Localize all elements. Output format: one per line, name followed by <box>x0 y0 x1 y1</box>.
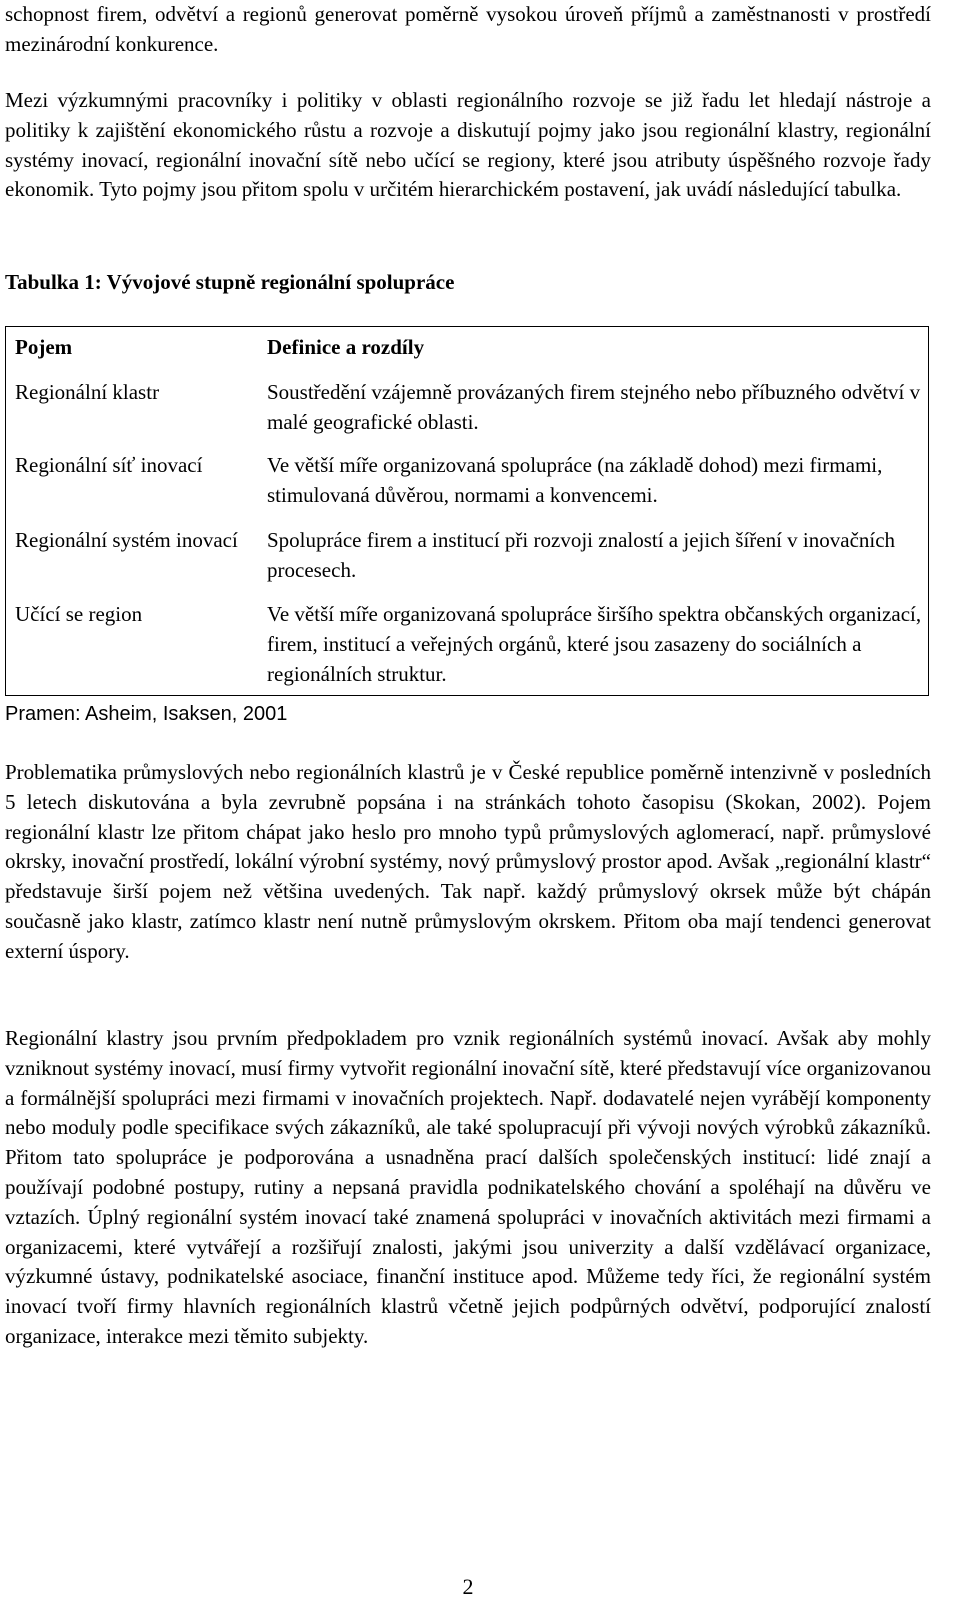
table-source-note: Pramen: Asheim, Isaksen, 2001 <box>5 703 288 725</box>
table-regional-cooperation <box>5 326 929 696</box>
page-number: 2 <box>462 1574 474 1599</box>
table-cell-term: Regionální síť inovací <box>15 453 203 477</box>
paragraph-clusters: Problematika průmyslových nebo regionálních klastrů je v České republice poměrně intenzivně v posledních 5 letech diskutována a byla zevrubně popsána i na stránkách tohoto časopisu (Skokan, 2002). Pojem regionální klastr lze přitom chápat jako heslo pro mnoho typů průmyslových aglomerací, např. průmyslové okrsky, inovační prostředí, lokální výrobní systémy, nový průmyslový prostor apod. Avšak „regionální klastr“ představuje širší pojem než většina uvedených. Tak např. každý průmyslový okrsek může být chápán současně jako klastr, zatímco klastr není nutně průmyslovým okrskem. Přitom oba mají tendenci generovat externí úspory. <box>5 760 931 963</box>
paragraph-intro: schopnost firem, odvětví a regionů generovat poměrně vysokou úroveň příjmů a zaměstnanosti v prostředí mezinárodní konkurence. <box>5 2 931 56</box>
table-cell-definition: Soustředění vzájemně provázaných firem stejného nebo příbuzného odvětví v malé geografické oblasti. <box>267 380 921 434</box>
paragraph-research: Mezi výzkumnými pracovníky i politiky v oblasti regionálního rozvoje se již řadu let hledají nástroje a politiky k zajištění ekonomického růstu a rozvoje a diskutují pojmy jako jsou regionální klastry, regionální systémy inovací, regionální inovační sítě nebo učící se regiony, které jsou atributy úspěšného rozvoje řady ekonomik. Tyto pojmy jsou přitom spolu v určitém hierarchickém postavení, jak uvádí následující tabulka. <box>5 88 931 202</box>
table-cell-definition: Ve větší míře organizovaná spolupráce širšího spektra občanských organizací, firem, institucí a veřejných orgánů, které jsou zasazeny do sociálních a regionálních struktur. <box>267 602 922 686</box>
paragraph-innovation-systems: Regionální klastry jsou prvním předpokladem pro vznik regionálních systémů inovací. Avšak aby mohly vzniknout systémy inovací, musí firmy vytvořit regionální inovační sítě, které představují více organizovanou a formálnější spolupráci mezi firmami v inovačních projektech. Např. dodavatelé nejen vyrábějí komponenty nebo moduly podle specifikace svých zákazníků, ale také spolupracují při vývoji nových výrobků zákazníků. Přitom tato spolupráce je podporována a usnadněna prací dalších společenských institucí: lidé znají a používají podobné postupy, rutiny a nepsaná pravidla podnikatelského chování a spoléhají na důvěru ve vztazích. Úplný regionální systém inovací také znamená spolupráci v inovačních aktivitách mezi firmami a organizacemi, které vytvářejí a rozšiřují znalosti, jakými jsou univerzity a další vzdělávací organizace, výzkumné ústavy, podnikatelské asociace, finanční instituce apod. Můžeme tedy říci, že regionální systém inovací tvoří firmy hlavních regionálních klastrů včetně jejich podpůrných odvětví, podporující znalostí organizace, interakce mezi těmito subjekty. <box>5 1026 931 1348</box>
table-cell-definition: Ve větší míře organizovaná spolupráce (na základě dohod) mezi firmami, stimulovaná důvěrou, normami a konvencemi. <box>267 453 883 507</box>
table-cell-term: Učící se region <box>15 602 143 626</box>
table-cell-term: Regionální systém inovací <box>15 528 238 552</box>
table-header-term: Pojem <box>15 335 73 359</box>
table-cell-term: Regionální klastr <box>15 380 160 404</box>
table-header-definition: Definice a rozdíly <box>267 335 425 359</box>
table-cell-definition: Spolupráce firem a institucí při rozvoji znalostí a jejich šíření v inovačních procesech. <box>267 528 896 582</box>
table-caption: Tabulka 1: Vývojové stupně regionální spolupráce <box>5 270 455 294</box>
